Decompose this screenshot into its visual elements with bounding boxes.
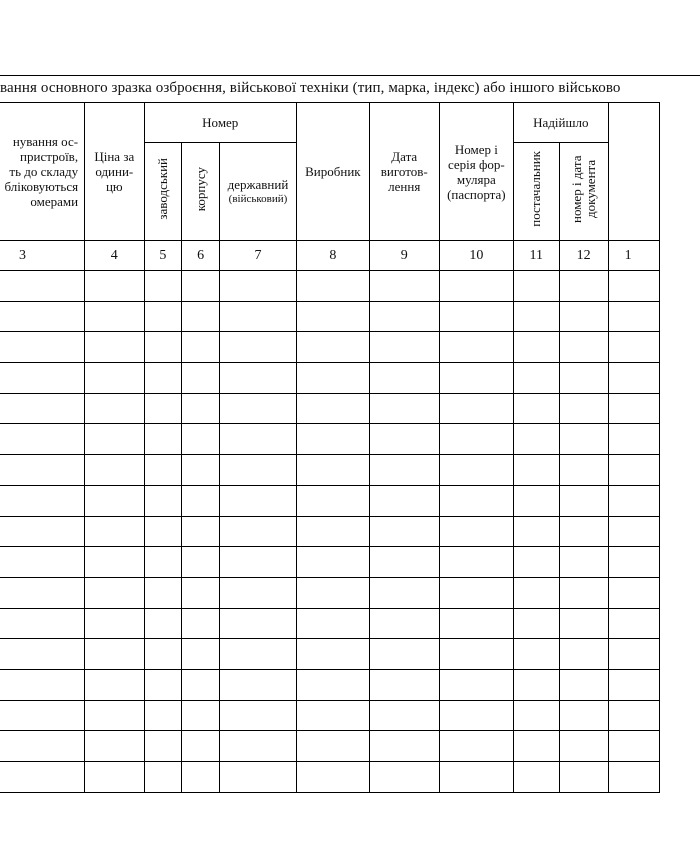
table-row bbox=[0, 516, 660, 547]
table-cell[interactable] bbox=[559, 363, 608, 394]
table-cell[interactable] bbox=[297, 547, 370, 578]
table-cell[interactable] bbox=[608, 301, 659, 332]
form-title: вання основного зразка озброєння, військової техніки (тип, марка, індекс) або іншого військово bbox=[0, 80, 621, 96]
table-cell[interactable] bbox=[297, 608, 370, 639]
table-row bbox=[0, 608, 660, 639]
table-row bbox=[0, 731, 660, 762]
table-cell[interactable] bbox=[182, 455, 220, 486]
table-cell[interactable] bbox=[439, 271, 513, 302]
table-cell[interactable] bbox=[513, 271, 559, 302]
table-cell[interactable] bbox=[85, 639, 144, 670]
table-cell[interactable] bbox=[369, 516, 439, 547]
header-col9-date: Дата виготов- лення bbox=[369, 103, 439, 241]
table-cell[interactable] bbox=[85, 363, 144, 394]
header-col4-price: Ціна за одини- цю bbox=[85, 103, 144, 241]
table-cell[interactable] bbox=[182, 577, 220, 608]
table-cell[interactable] bbox=[608, 363, 659, 394]
table-cell[interactable] bbox=[559, 577, 608, 608]
table-cell[interactable] bbox=[297, 301, 370, 332]
table-cell[interactable] bbox=[439, 485, 513, 516]
table-cell[interactable] bbox=[182, 363, 220, 394]
column-number: 9 bbox=[369, 241, 439, 271]
table-cell[interactable] bbox=[182, 271, 220, 302]
table-cell[interactable] bbox=[0, 271, 85, 302]
table-cell[interactable] bbox=[219, 363, 296, 394]
table-cell[interactable] bbox=[85, 485, 144, 516]
table-cell[interactable] bbox=[0, 700, 85, 731]
table-cell[interactable] bbox=[85, 762, 144, 793]
table-cell[interactable] bbox=[144, 669, 182, 700]
table-cell[interactable] bbox=[144, 700, 182, 731]
table-cell[interactable] bbox=[559, 271, 608, 302]
table-cell[interactable] bbox=[608, 485, 659, 516]
table-cell[interactable] bbox=[297, 762, 370, 793]
table-cell[interactable] bbox=[369, 363, 439, 394]
table-cell[interactable] bbox=[369, 424, 439, 455]
table-cell[interactable] bbox=[144, 455, 182, 486]
table-cell[interactable] bbox=[85, 700, 144, 731]
table-cell[interactable] bbox=[182, 762, 220, 793]
table-cell[interactable] bbox=[608, 608, 659, 639]
table-cell[interactable] bbox=[297, 516, 370, 547]
table-cell[interactable] bbox=[0, 608, 85, 639]
table-row bbox=[0, 639, 660, 670]
table-cell[interactable] bbox=[608, 424, 659, 455]
header-col6-hull: корпусу bbox=[182, 143, 220, 241]
table-cell[interactable] bbox=[182, 669, 220, 700]
table-cell[interactable] bbox=[182, 731, 220, 762]
table-cell[interactable] bbox=[559, 547, 608, 578]
table-cell[interactable] bbox=[559, 700, 608, 731]
table-cell[interactable] bbox=[369, 762, 439, 793]
table-cell[interactable] bbox=[85, 669, 144, 700]
header-col11-supplier: постачальник bbox=[513, 143, 559, 241]
table-cell[interactable] bbox=[219, 762, 296, 793]
table-cell[interactable] bbox=[297, 455, 370, 486]
table-cell[interactable] bbox=[0, 455, 85, 486]
table-row bbox=[0, 455, 660, 486]
table-cell[interactable] bbox=[297, 363, 370, 394]
table-cell[interactable] bbox=[559, 731, 608, 762]
table-cell[interactable] bbox=[0, 731, 85, 762]
table-cell[interactable] bbox=[182, 547, 220, 578]
table-cell[interactable] bbox=[439, 577, 513, 608]
table-cell[interactable] bbox=[369, 332, 439, 363]
table-cell[interactable] bbox=[513, 608, 559, 639]
header-col10-logbook: Номер і серія фор- муляра (паспорта) bbox=[439, 103, 513, 241]
table-row bbox=[0, 547, 660, 578]
column-number: 4 bbox=[85, 241, 144, 271]
header-col5-factory: заводський bbox=[144, 143, 182, 241]
column-number: 11 bbox=[513, 241, 559, 271]
table-cell[interactable] bbox=[513, 393, 559, 424]
table-cell[interactable] bbox=[85, 332, 144, 363]
table-cell[interactable] bbox=[0, 332, 85, 363]
table-cell[interactable] bbox=[144, 301, 182, 332]
table-cell[interactable] bbox=[297, 700, 370, 731]
table-row bbox=[0, 393, 660, 424]
table-cell[interactable] bbox=[439, 516, 513, 547]
table-cell[interactable] bbox=[144, 393, 182, 424]
ledger-body bbox=[0, 241, 660, 793]
table-cell[interactable] bbox=[369, 731, 439, 762]
table-cell[interactable] bbox=[219, 700, 296, 731]
table-cell[interactable] bbox=[297, 271, 370, 302]
table-cell[interactable] bbox=[369, 700, 439, 731]
table-cell[interactable] bbox=[0, 762, 85, 793]
table-cell[interactable] bbox=[85, 577, 144, 608]
table-cell[interactable] bbox=[0, 301, 85, 332]
table-cell[interactable] bbox=[559, 669, 608, 700]
table-cell[interactable] bbox=[219, 577, 296, 608]
table-cell[interactable] bbox=[439, 762, 513, 793]
column-number: 10 bbox=[439, 241, 513, 271]
table-cell[interactable] bbox=[439, 363, 513, 394]
table-cell[interactable] bbox=[219, 731, 296, 762]
table-cell[interactable] bbox=[559, 485, 608, 516]
table-cell[interactable] bbox=[144, 424, 182, 455]
table-cell[interactable] bbox=[219, 424, 296, 455]
table-cell[interactable] bbox=[219, 455, 296, 486]
table-cell[interactable] bbox=[144, 485, 182, 516]
table-cell[interactable] bbox=[0, 485, 85, 516]
table-cell[interactable] bbox=[369, 669, 439, 700]
table-cell[interactable] bbox=[439, 669, 513, 700]
table-cell[interactable] bbox=[219, 332, 296, 363]
table-cell[interactable] bbox=[559, 762, 608, 793]
table-cell[interactable] bbox=[0, 547, 85, 578]
table-cell[interactable] bbox=[0, 516, 85, 547]
table-cell[interactable] bbox=[85, 301, 144, 332]
table-row bbox=[0, 363, 660, 394]
table-cell[interactable] bbox=[297, 332, 370, 363]
header-col3: нування ос- пристроїв, ть до складу бліковуються омерами bbox=[0, 103, 85, 241]
table-cell[interactable] bbox=[559, 639, 608, 670]
table-cell[interactable] bbox=[85, 608, 144, 639]
column-number: 12 bbox=[559, 241, 608, 271]
table-cell[interactable] bbox=[439, 332, 513, 363]
table-cell[interactable] bbox=[369, 608, 439, 639]
table-cell[interactable] bbox=[297, 485, 370, 516]
column-number: 8 bbox=[297, 241, 370, 271]
table-cell[interactable] bbox=[369, 485, 439, 516]
table-cell[interactable] bbox=[439, 639, 513, 670]
table-cell[interactable] bbox=[85, 731, 144, 762]
table-cell[interactable] bbox=[559, 608, 608, 639]
table-cell[interactable] bbox=[439, 547, 513, 578]
table-row bbox=[0, 332, 660, 363]
table-cell[interactable] bbox=[144, 516, 182, 547]
table-row bbox=[0, 669, 660, 700]
table-cell[interactable] bbox=[0, 363, 85, 394]
table-cell[interactable] bbox=[608, 516, 659, 547]
table-cell[interactable] bbox=[608, 731, 659, 762]
table-cell[interactable] bbox=[144, 608, 182, 639]
table-cell[interactable] bbox=[369, 455, 439, 486]
table-cell[interactable] bbox=[297, 393, 370, 424]
table-cell[interactable] bbox=[182, 301, 220, 332]
table-cell[interactable] bbox=[513, 700, 559, 731]
ledger-table bbox=[0, 102, 660, 793]
table-cell[interactable] bbox=[513, 669, 559, 700]
table-cell[interactable] bbox=[608, 577, 659, 608]
table-cell[interactable] bbox=[559, 393, 608, 424]
table-cell[interactable] bbox=[369, 577, 439, 608]
table-cell[interactable] bbox=[219, 669, 296, 700]
table-cell[interactable] bbox=[439, 455, 513, 486]
table-cell[interactable] bbox=[144, 731, 182, 762]
table-row bbox=[0, 271, 660, 302]
table-cell[interactable] bbox=[85, 455, 144, 486]
table-cell[interactable] bbox=[85, 516, 144, 547]
table-cell[interactable] bbox=[559, 516, 608, 547]
table-cell[interactable] bbox=[0, 393, 85, 424]
table-cell[interactable] bbox=[144, 547, 182, 578]
table-cell[interactable] bbox=[219, 547, 296, 578]
table-cell[interactable] bbox=[513, 301, 559, 332]
table-cell[interactable] bbox=[85, 424, 144, 455]
top-rule bbox=[0, 75, 700, 76]
table-cell[interactable] bbox=[144, 639, 182, 670]
table-cell[interactable] bbox=[144, 762, 182, 793]
header-col7-state: державний (військовий) bbox=[219, 143, 296, 241]
column-number: 5 bbox=[144, 241, 182, 271]
table-cell[interactable] bbox=[297, 577, 370, 608]
table-cell[interactable] bbox=[369, 639, 439, 670]
column-number: 7 bbox=[219, 241, 296, 271]
table-cell[interactable] bbox=[182, 485, 220, 516]
table-cell[interactable] bbox=[608, 700, 659, 731]
table-cell[interactable] bbox=[439, 424, 513, 455]
table-row bbox=[0, 301, 660, 332]
table-cell[interactable] bbox=[608, 332, 659, 363]
table-cell[interactable] bbox=[439, 608, 513, 639]
table-cell[interactable] bbox=[144, 332, 182, 363]
table-cell[interactable] bbox=[144, 271, 182, 302]
header-received-group: Надійшло bbox=[513, 103, 608, 143]
table-cell[interactable] bbox=[513, 547, 559, 578]
table-cell[interactable] bbox=[559, 424, 608, 455]
table-cell[interactable] bbox=[608, 393, 659, 424]
table-cell[interactable] bbox=[182, 608, 220, 639]
table-cell[interactable] bbox=[608, 271, 659, 302]
table-row bbox=[0, 485, 660, 516]
table-cell[interactable] bbox=[369, 271, 439, 302]
table-cell[interactable] bbox=[219, 271, 296, 302]
table-cell[interactable] bbox=[513, 485, 559, 516]
table-row bbox=[0, 700, 660, 731]
table-cell[interactable] bbox=[0, 639, 85, 670]
table-cell[interactable] bbox=[513, 455, 559, 486]
table-cell[interactable] bbox=[0, 424, 85, 455]
table-cell[interactable] bbox=[513, 363, 559, 394]
header-col8-manufacturer: Виробник bbox=[297, 103, 370, 241]
table-cell[interactable] bbox=[608, 639, 659, 670]
table-cell[interactable] bbox=[513, 424, 559, 455]
table-cell[interactable] bbox=[85, 393, 144, 424]
table-cell[interactable] bbox=[182, 393, 220, 424]
table-row bbox=[0, 762, 660, 793]
table-cell[interactable] bbox=[182, 700, 220, 731]
table-cell[interactable] bbox=[608, 669, 659, 700]
header-col12-document: номер і дата документа bbox=[559, 143, 608, 241]
table-cell[interactable] bbox=[219, 393, 296, 424]
table-cell[interactable] bbox=[369, 547, 439, 578]
table-cell[interactable] bbox=[608, 762, 659, 793]
table-cell[interactable] bbox=[513, 639, 559, 670]
table-cell[interactable] bbox=[369, 301, 439, 332]
table-cell[interactable] bbox=[513, 332, 559, 363]
table-cell[interactable] bbox=[369, 393, 439, 424]
table-cell[interactable] bbox=[559, 332, 608, 363]
table-cell[interactable] bbox=[219, 639, 296, 670]
table-cell[interactable] bbox=[439, 731, 513, 762]
table-cell[interactable] bbox=[297, 731, 370, 762]
table-cell[interactable] bbox=[85, 271, 144, 302]
table-cell[interactable] bbox=[559, 301, 608, 332]
table-cell[interactable] bbox=[297, 424, 370, 455]
table-row bbox=[0, 424, 660, 455]
table-cell[interactable] bbox=[182, 516, 220, 547]
table-cell[interactable] bbox=[219, 516, 296, 547]
table-cell[interactable] bbox=[513, 577, 559, 608]
header-number-group: Номер bbox=[144, 103, 297, 143]
table-cell[interactable] bbox=[182, 332, 220, 363]
table-cell[interactable] bbox=[439, 393, 513, 424]
table-cell[interactable] bbox=[0, 577, 85, 608]
column-number-row bbox=[0, 241, 660, 271]
table-cell[interactable] bbox=[513, 516, 559, 547]
column-number: 3 bbox=[0, 241, 85, 271]
table-cell[interactable] bbox=[85, 547, 144, 578]
table-cell[interactable] bbox=[513, 762, 559, 793]
table-cell[interactable] bbox=[182, 639, 220, 670]
header-col13-partial bbox=[608, 103, 659, 241]
table-cell[interactable] bbox=[144, 577, 182, 608]
table-cell[interactable] bbox=[219, 608, 296, 639]
column-number: 1 bbox=[608, 241, 659, 271]
table-cell[interactable] bbox=[559, 455, 608, 486]
table-cell[interactable] bbox=[297, 669, 370, 700]
table-cell[interactable] bbox=[219, 301, 296, 332]
table-cell[interactable] bbox=[219, 485, 296, 516]
column-number: 6 bbox=[182, 241, 220, 271]
table-cell[interactable] bbox=[439, 700, 513, 731]
table-row bbox=[0, 577, 660, 608]
table-cell[interactable] bbox=[182, 424, 220, 455]
table-cell[interactable] bbox=[513, 731, 559, 762]
table-cell[interactable] bbox=[144, 363, 182, 394]
table-cell[interactable] bbox=[608, 547, 659, 578]
table-cell[interactable] bbox=[608, 455, 659, 486]
table-cell[interactable] bbox=[0, 669, 85, 700]
table-cell[interactable] bbox=[439, 301, 513, 332]
table-cell[interactable] bbox=[297, 639, 370, 670]
